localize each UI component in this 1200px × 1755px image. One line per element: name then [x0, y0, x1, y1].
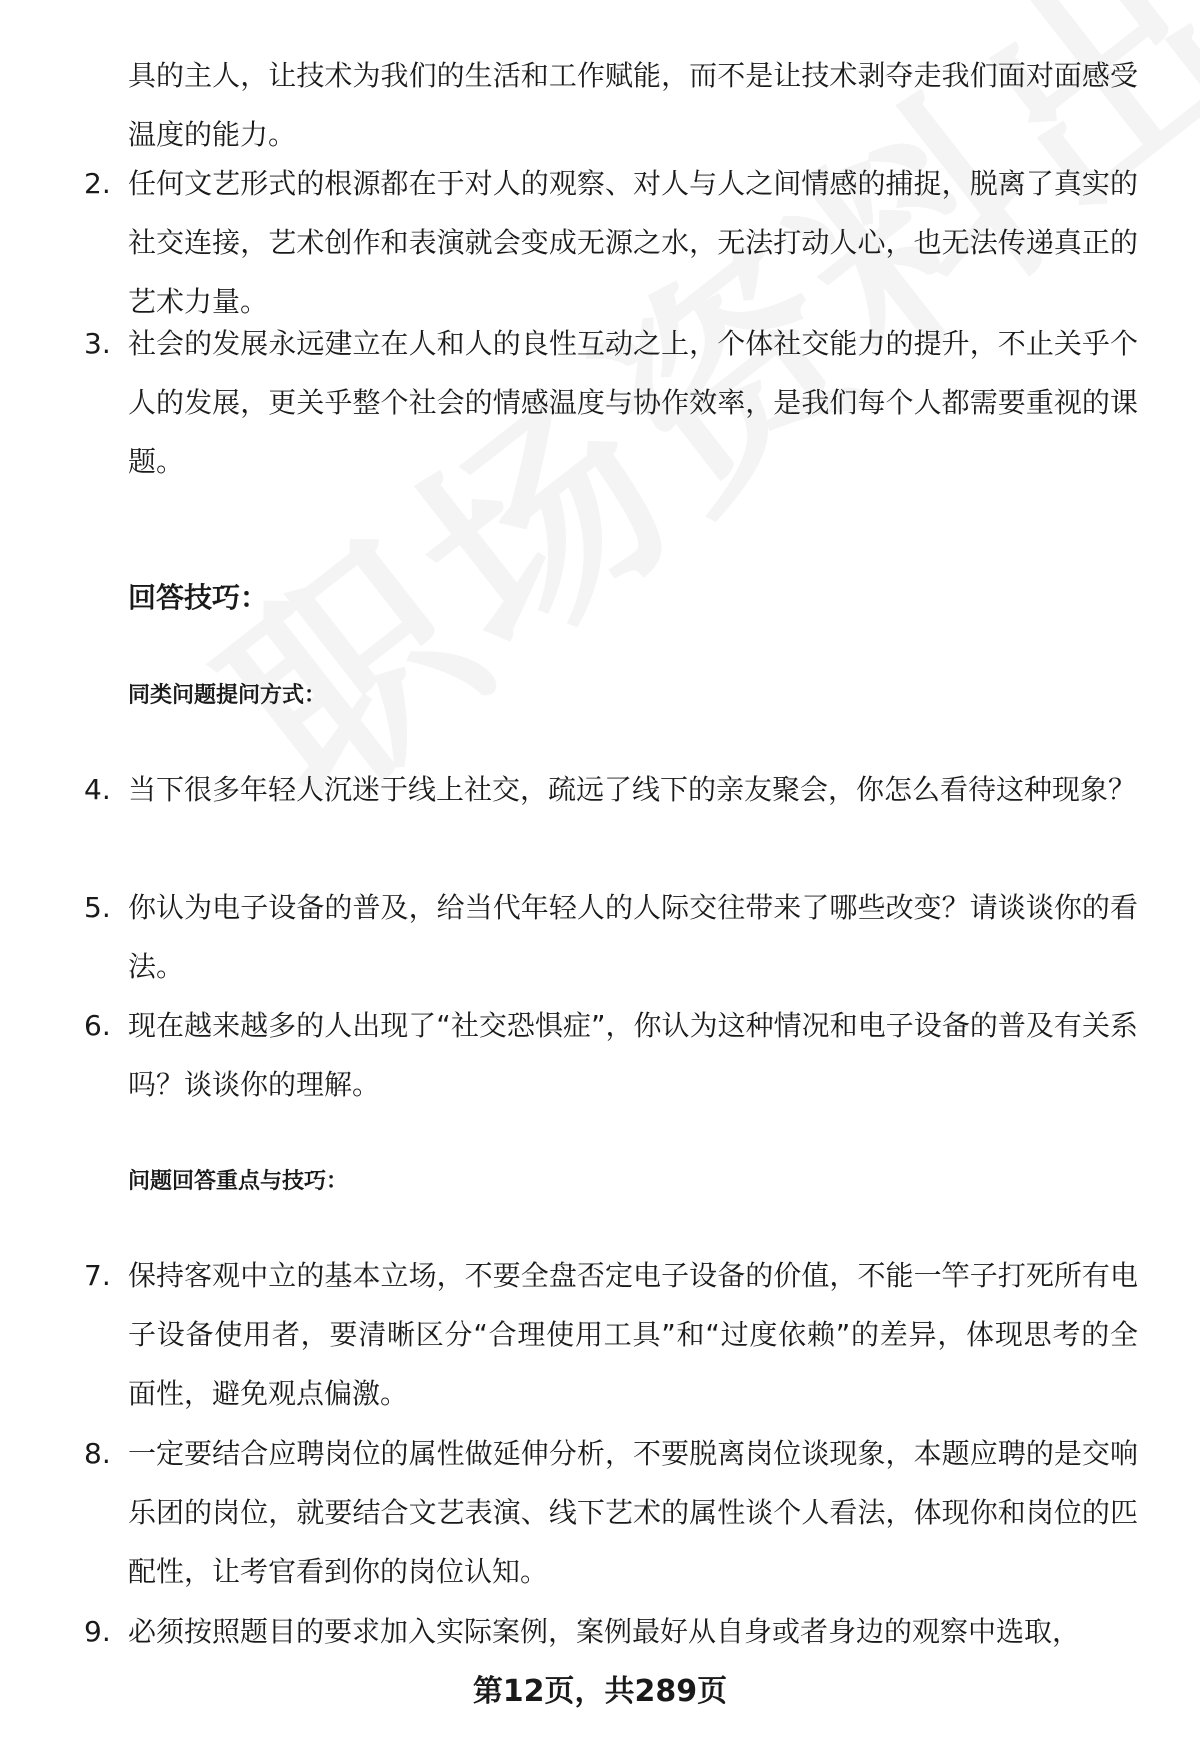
list-item-text: 你认为电子设备的普及，给当代年轻人的人际交往带来了哪些改变？请谈谈你的看法。 [128, 891, 1138, 983]
list-item-number: 8. [84, 1437, 111, 1470]
list-item-number: 7. [84, 1259, 111, 1292]
list-item [84, 878, 1144, 996]
page-number-footer: 第12页，共289页 [472, 1674, 728, 1709]
list-item-number: 3. [84, 327, 111, 360]
list-item-text: 一定要结合应聘岗位的属性做延伸分析，不要脱离岗位谈现象，本题应聘的是交响乐团的岗位，就要结合文艺表演、线下艺术的属性谈个人看法，体现你和岗位的匹配性，让考官看到你的岗位认知。 [128, 1437, 1138, 1588]
list-item [84, 1424, 1144, 1601]
list-item-number: 2. [84, 167, 111, 200]
list-item [84, 996, 1144, 1114]
list-item-text: 任何文艺形式的根源都在于对人的观察、对人与人之间情感的捕捉，脱离了真实的社交连接，艺术创作和表演就会变成无源之水，无法打动人心，也无法传递真正的艺术力量。 [128, 167, 1138, 318]
subheading-similar-questions: 同类问题提问方式： [128, 683, 327, 708]
list-item-number: 9. [84, 1615, 111, 1648]
list-item [84, 760, 1144, 819]
list-item [84, 1602, 1144, 1661]
list-item-number: 4. [84, 773, 111, 806]
list-item [84, 1246, 1144, 1423]
intro-continuation: 具的主人，让技术为我们的生活和工作赋能，而不是让技术剥夺走我们面对面感受温度的能力。 [128, 59, 1138, 151]
list-item-text: 必须按照题目的要求加入实际案例，案例最好从自身或者身边的观察中选取， [128, 1615, 1081, 1648]
list-item-number: 6. [84, 1009, 111, 1042]
section-heading-tips: 回答技巧： [128, 581, 269, 614]
list-item-text: 保持客观中立的基本立场，不要全盘否定电子设备的价值，不能一竿子打死所有电子设备使用者，要清晰区分“合理使用工具”和“过度依赖”的差异，体现思考的全面性，避免观点偏激。 [128, 1259, 1138, 1410]
list-item-text: 现在越来越多的人出现了“社交恐惧症”，你认为这种情况和电子设备的普及有关系吗？谈谈你的理解。 [128, 1009, 1138, 1101]
subheading-answer-points: 问题回答重点与技巧： [128, 1169, 349, 1194]
list-item-text: 当下很多年轻人沉迷于线上社交，疏远了线下的亲友聚会，你怎么看待这种现象？ [128, 773, 1137, 806]
list-item [84, 314, 1144, 491]
list-item-text: 社会的发展永远建立在人和人的良性互动之上，个体社交能力的提升，不止关乎个人的发展，更关乎整个社会的情感温度与协作效率，是我们每个人都需要重视的课题。 [128, 327, 1138, 478]
list-item-number: 5. [84, 891, 111, 924]
list-item [84, 154, 1144, 331]
